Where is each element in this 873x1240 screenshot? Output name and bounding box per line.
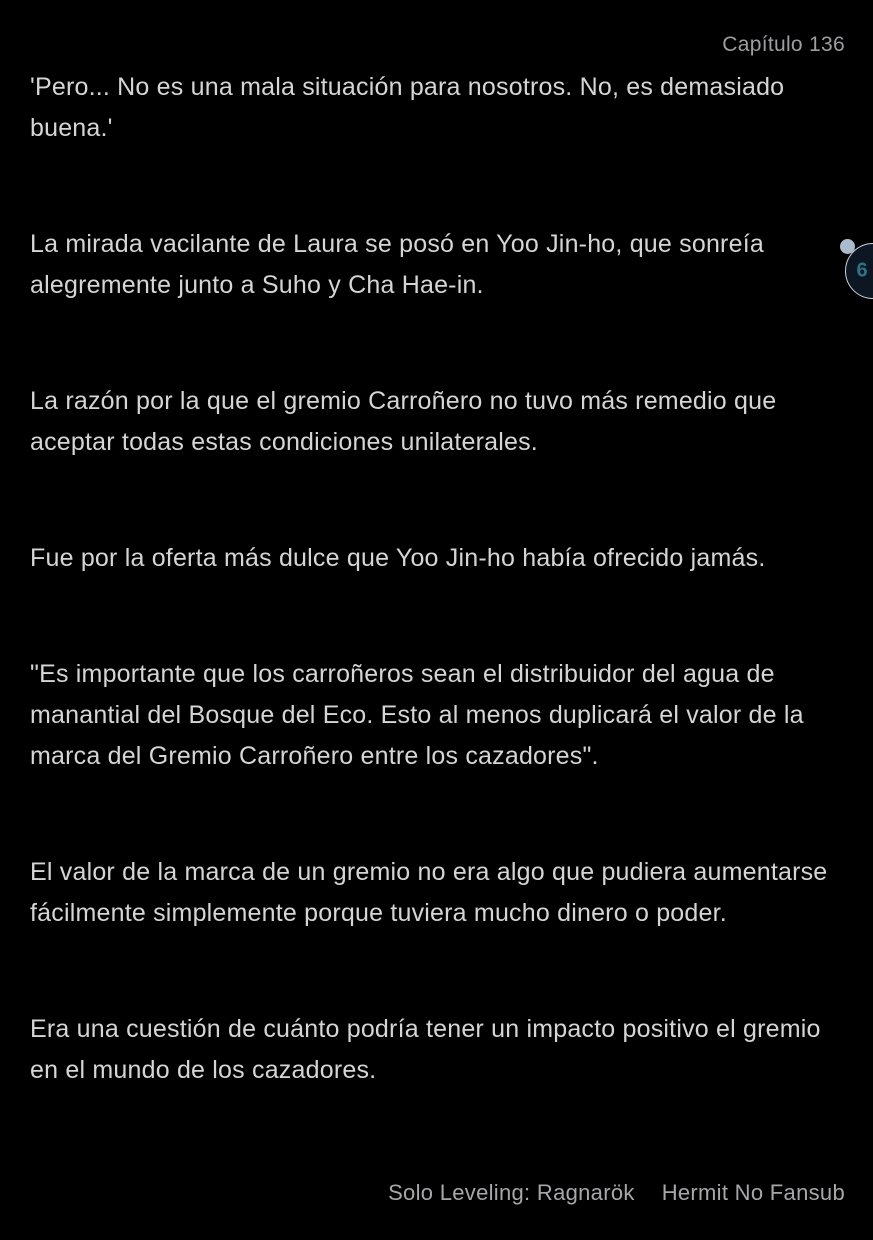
paragraph: "Es importante que los carroñeros sean el distribuidor del agua de manantial del Bosque del Eco. Esto al menos duplicará el valor de la marca del Gremio Carroñero entre los cazadores". (30, 660, 804, 770)
comment-count: 6 (856, 259, 868, 282)
paragraph: Era una cuestión de cuánto podría tener un impacto positivo el gremio en el mundo de los cazadores. (30, 1015, 821, 1084)
paragraph: 'Pero... No es una mala situación para nosotros. No, es demasiado buena.' (30, 73, 785, 142)
paragraph: La mirada vacilante de Laura se posó en Yoo Jin-ho, que sonreía alegremente junto a Suho y Cha Hae-in. (30, 230, 764, 299)
comment-count-badge[interactable] (845, 243, 873, 299)
book-title: Solo Leveling: Ragnarök (388, 1180, 635, 1205)
paragraph: El valor de la marca de un gremio no era algo que pudiera aumentarse fácilmente simplemente porque tuviera mucho dinero o poder. (30, 858, 828, 927)
paragraph: La razón por la que el gremio Carroñero no tuvo más remedio que aceptar todas estas condiciones unilaterales. (30, 387, 777, 456)
page-footer (0, 1180, 845, 1206)
chapter-body (30, 67, 845, 1091)
paragraph: Fue por la oferta más dulce que Yoo Jin-ho había ofrecido jamás. (30, 544, 766, 572)
badge-dot-icon (840, 239, 855, 254)
fansub-credit: Hermit No Fansub (661, 1180, 845, 1205)
chapter-header: Capítulo 136 (722, 33, 845, 56)
